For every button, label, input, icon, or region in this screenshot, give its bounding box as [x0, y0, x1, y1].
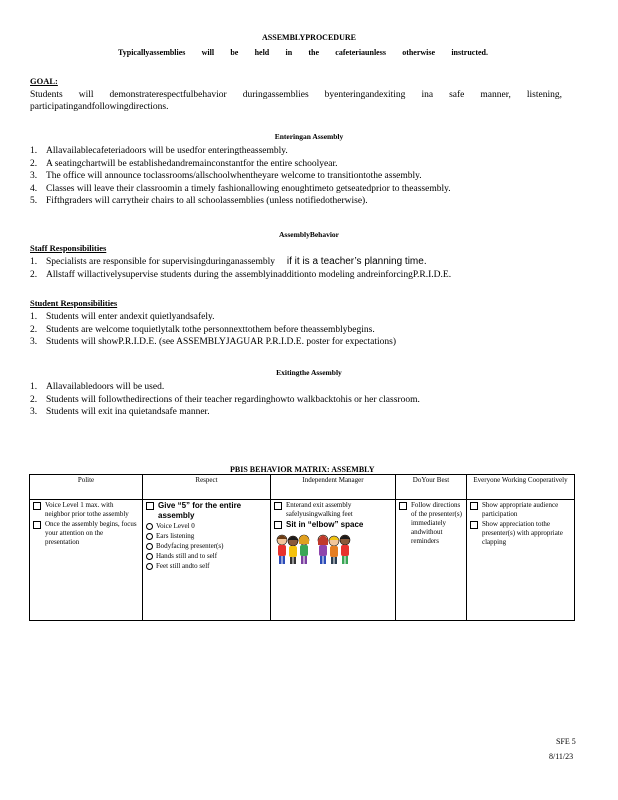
pbis-behavior-matrix [29, 474, 575, 621]
column-header: DoYour Best [396, 475, 467, 500]
circle-bullet-icon [146, 543, 153, 550]
behavior-heading: AssemblyBehavior [279, 230, 339, 239]
list-item: 2. Students are welcome toquietlytalk tothe personnexttothem before theassemblybegins. [30, 324, 375, 335]
list-item: 2. Students will followthedirections of their teacher regardinghowto walkbacktohis or her classroom. [30, 394, 420, 405]
checkbox-icon [33, 502, 41, 510]
list-item: 1. Specialists are responsible for supervisingduringanassembly if it is a teacher’s planning time. [30, 256, 427, 267]
checkbox-icon [274, 502, 282, 510]
do-your-best-cell [396, 500, 467, 621]
independent-manager-cell [271, 500, 396, 621]
checkbox-icon [274, 521, 282, 529]
list-item: 1. Allavailabledoors will be used. [30, 382, 165, 392]
student-responsibilities-label: Student Responsibilities [30, 298, 118, 308]
kids-group-left-icon [274, 532, 312, 566]
respect-cell [143, 500, 271, 621]
kids-group-right-icon [314, 532, 352, 566]
document-title: ASSEMBLYPROCEDURE [262, 33, 356, 42]
column-header: Polite [30, 475, 143, 500]
circle-bullet-icon [146, 553, 153, 560]
staff-list [30, 256, 590, 281]
list-item: 3. Students will exit ina quietandsafe manner. [30, 407, 210, 418]
list-item: 2. A seatingchartwill be establishedandremainconstantfor the entire schoolyear. [30, 158, 338, 169]
list-item: Ears listening [146, 532, 267, 541]
goal-text: Students will demonstraterespectfulbehavior duringassemblies byenteringandexiting ina safe manner, listening, participatingandfollowingdirections. [30, 90, 562, 112]
list-item: 1. Students will enter andexit quietlyandsafely. [30, 312, 215, 322]
staff-responsibilities-label: Staff Responsibilities [30, 243, 107, 253]
circle-bullet-icon [146, 523, 153, 530]
list-item: 3. The office will announce toclassrooms/allschoolwhentheyare welcome to transitiontothe assembly. [30, 171, 422, 182]
checkbox-icon [146, 502, 154, 510]
list-item: 2. Allstaff willactivelysupervise students during the assemblyinadditionto modeling andreinforcingP.R.I.D.E. [30, 269, 452, 280]
list-item: Follow directions of the presenter(s) immediately andwithout reminders [399, 501, 463, 546]
list-item: Give “5” for the entire assembly [146, 501, 267, 521]
list-item: Sit in “elbow” space [274, 520, 392, 529]
list-item: Hands still and to self [146, 552, 267, 561]
list-item: Bodyfacing presenter(s) [146, 542, 267, 551]
entering-list [30, 145, 590, 208]
list-item: Show appropriate audience participation [470, 501, 571, 519]
column-header: Respect [143, 475, 271, 500]
list-item: Once the assembly begins, focus your attention on the presentation [33, 520, 139, 547]
children-clipart-icon [274, 532, 392, 566]
document-subtitle: Typicallyassemblies will be held in the cafeteriaunless otherwise instructed. [118, 48, 488, 57]
goal-label: GOAL: [30, 76, 58, 86]
checkbox-icon [33, 521, 41, 529]
checkbox-icon [399, 502, 407, 510]
polite-cell [30, 500, 143, 621]
circle-bullet-icon [146, 563, 153, 570]
footer-date: 8/11/23 [549, 752, 574, 761]
entering-heading: Enteringan Assembly [274, 132, 344, 141]
checkbox-icon [470, 521, 478, 529]
column-header: Independent Manager [271, 475, 396, 500]
list-item: Show appreciation tothe presenter(s) with appropriate clapping [470, 520, 571, 547]
matrix-title: PBIS BEHAVIOR MATRIX: ASSEMBLY [230, 465, 375, 474]
checkbox-icon [470, 502, 478, 510]
list-item: 4. Classes will leave their classroomin a timely fashionallowing enoughtimeto getseatedprior to theassembly. [30, 183, 451, 194]
circle-bullet-icon [146, 533, 153, 540]
exiting-list [30, 381, 590, 419]
column-header: Everyone Working Cooperatively [467, 475, 575, 500]
exiting-heading: Exitingthe Assembly [276, 368, 342, 377]
list-item: Voice Level 0 [146, 522, 267, 531]
list-item: Feet still andto self [146, 562, 267, 571]
list-item: 3. Students will showP.R.I.D.E. (see ASSEMBLYJAGUAR P.R.I.D.E. poster for expectations) [30, 337, 397, 348]
everyone-working-cooperatively-cell [467, 500, 575, 621]
list-item: Enterand exit assembly safelyusingwalking feet [274, 501, 392, 519]
student-list [30, 311, 590, 349]
list-item: 1. Allavailablecafeteriadoors will be usedfor enteringtheassembly. [30, 146, 288, 156]
list-item: 5. Fifthgraders will carrytheir chairs to all schoolassemblies (unless notifiedotherwise). [30, 196, 368, 207]
list-item: Voice Level 1 max. with neighbor prior tothe assembly [33, 501, 139, 519]
footer-page-number: SFE 5 [556, 737, 576, 746]
